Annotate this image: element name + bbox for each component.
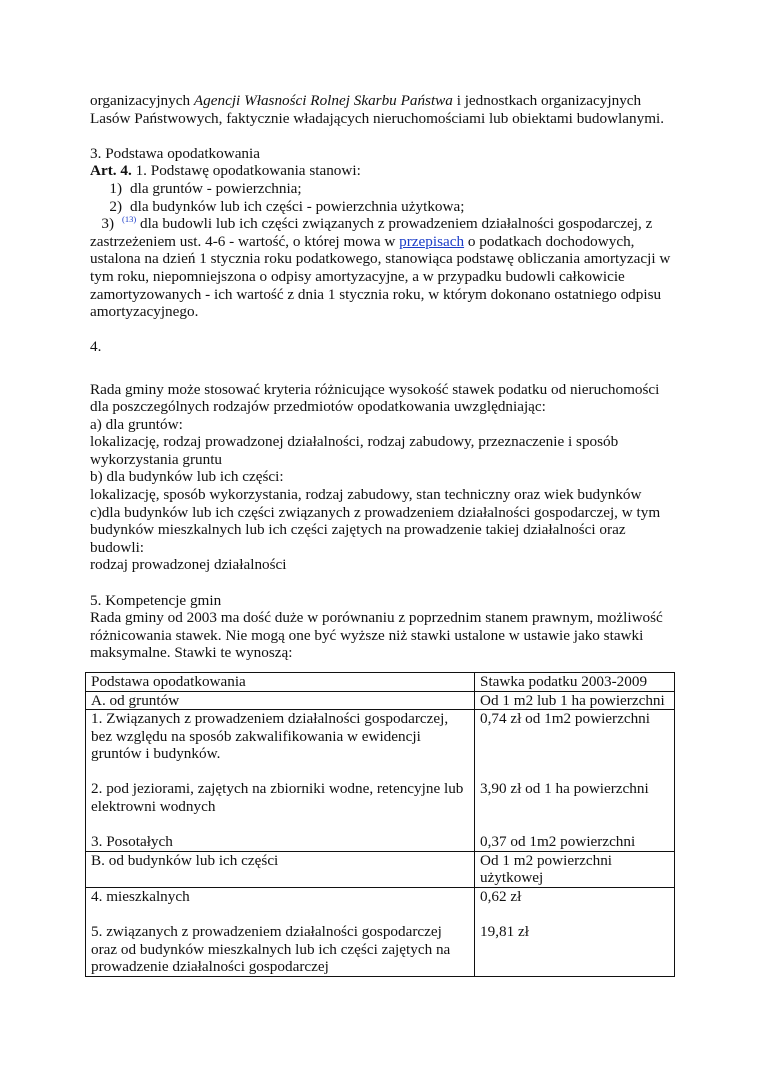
document-body [90, 92, 675, 662]
section-4-intro: Rada gminy może stosować kryteria różnicujące wysokość stawek podatku od nieruchomości dla poszczególnych rodzajów przedmiotów opodatkowania uwzględniając: [90, 380, 660, 416]
intro-paragraph [90, 92, 675, 127]
article-label: Art. 4. [90, 162, 132, 180]
intro-line2: Lasów Państwowych, faktycznie władających nieruchomościami lub obiektami budowlanymi. [90, 109, 665, 127]
intro-prefix: organizacyjnych [90, 92, 194, 109]
list-item-3: 3) $^{(13)}$ dla budowli lub ich części związanych z prowadzeniem działalności gospodarczej, z zastrzeżeniem ust. 4-6 - wartość, o której mowa w przepisach o podatkach dochodowych, ustalona na dzień 1 stycznia roku podatkowego, stanowiąca podstawę obliczania amortyzacji w tym roku, niepomniejszona o odpisy amortyzacyjne, a w przypadku budowli całkowicie zamortyzowanych - ich wartość z dnia 1 stycznia roku, w którym dokonano ostatniego odpisu amortyzacyjnego. [90, 214, 671, 321]
table-header-cell: Stawka podatku 2003-2009 [475, 673, 675, 692]
table-row: A. od gruntów Od 1 m2 lub 1 ha powierzchni [86, 691, 675, 710]
table-row: 4. mieszkalnych 5. związanych z prowadzeniem działalności gospodarczej oraz od budynków mieszkalnych lub ich części zajętych na prowadzenie działalności gospodarczej 0,62 zł 19,81 zł [86, 887, 675, 976]
table-row: 1. Związanych z prowadzeniem działalności gospodarczej, bez względu na sposób zakwalifikowania w ewidencji gruntów i budynków. 2. pod jeziorami, zajętych na zbiorniki wodne, retencyjne lub elektrowni wodnych 3. Posotałych 0,74 zł od 1m2 powierzchni 3,90 zł od 1 ha powierzchni 0,37 od 1m2 powierzchni [86, 710, 675, 852]
section-3-heading: 3. Podstawa opodatkowania [90, 144, 260, 162]
article-text: 1. Podstawę opodatkowania stanowi: [131, 162, 361, 180]
criteria-a-text: lokalizację, rodzaj prowadzonej działalności, rodzaj zabudowy, przeznaczenie i sposób wykorzystania gruntu [90, 433, 619, 468]
intro-suffix: i jednostkach organizacyjnych [452, 92, 642, 109]
table-row: B. od budynków lub ich części Od 1 m2 powierzchni użytkowej [86, 851, 675, 887]
section-5-text: Rada gminy od 2003 ma dość duże w porównaniu z poprzednim stanem prawnym, możliwość różnicowania stawek. Nie mogą one być wyższe niż stawki ustalone w ustawie jako stawki maksymalne. Stawki te wynoszą: [90, 609, 663, 662]
tax-rates-table [85, 672, 675, 977]
list-item: 1) dla gruntów - powierzchnia; [109, 179, 302, 197]
section-5-heading: 5. Kompetencje gmin [90, 591, 222, 609]
przepisach-link[interactable]: przepisach [399, 232, 465, 250]
table-header-row [86, 673, 675, 692]
article-4 [90, 162, 675, 180]
agency-name: Agencji Własności Rolnej Skarbu Państwa [193, 92, 453, 109]
footnote-ref-link[interactable]: (13) [122, 214, 137, 225]
criteria-a-label: a) dla gruntów: [90, 415, 183, 433]
list-item: 2) dla budynków lub ich części - powierzchnia użytkowa; [109, 197, 465, 215]
table-header-cell: Podstawa opodatkowania [86, 673, 475, 692]
criteria-b-text: lokalizację, sposób wykorzystania, rodzaj zabudowy, stan techniczny oraz wiek budynków [90, 486, 642, 504]
criteria-b-label: b) dla budynków lub ich części: [90, 468, 284, 486]
criteria-c-text: c)dla budynków lub ich części związanych z prowadzeniem działalności gospodarczej, w tym budynków mieszkalnych lub ich części zajętych na prowadzenie takiej działalności oraz budowli: [90, 503, 661, 556]
section-4-heading: 4. [90, 338, 102, 356]
criteria-c-value: rodzaj prowadzonej działalności [90, 556, 287, 574]
